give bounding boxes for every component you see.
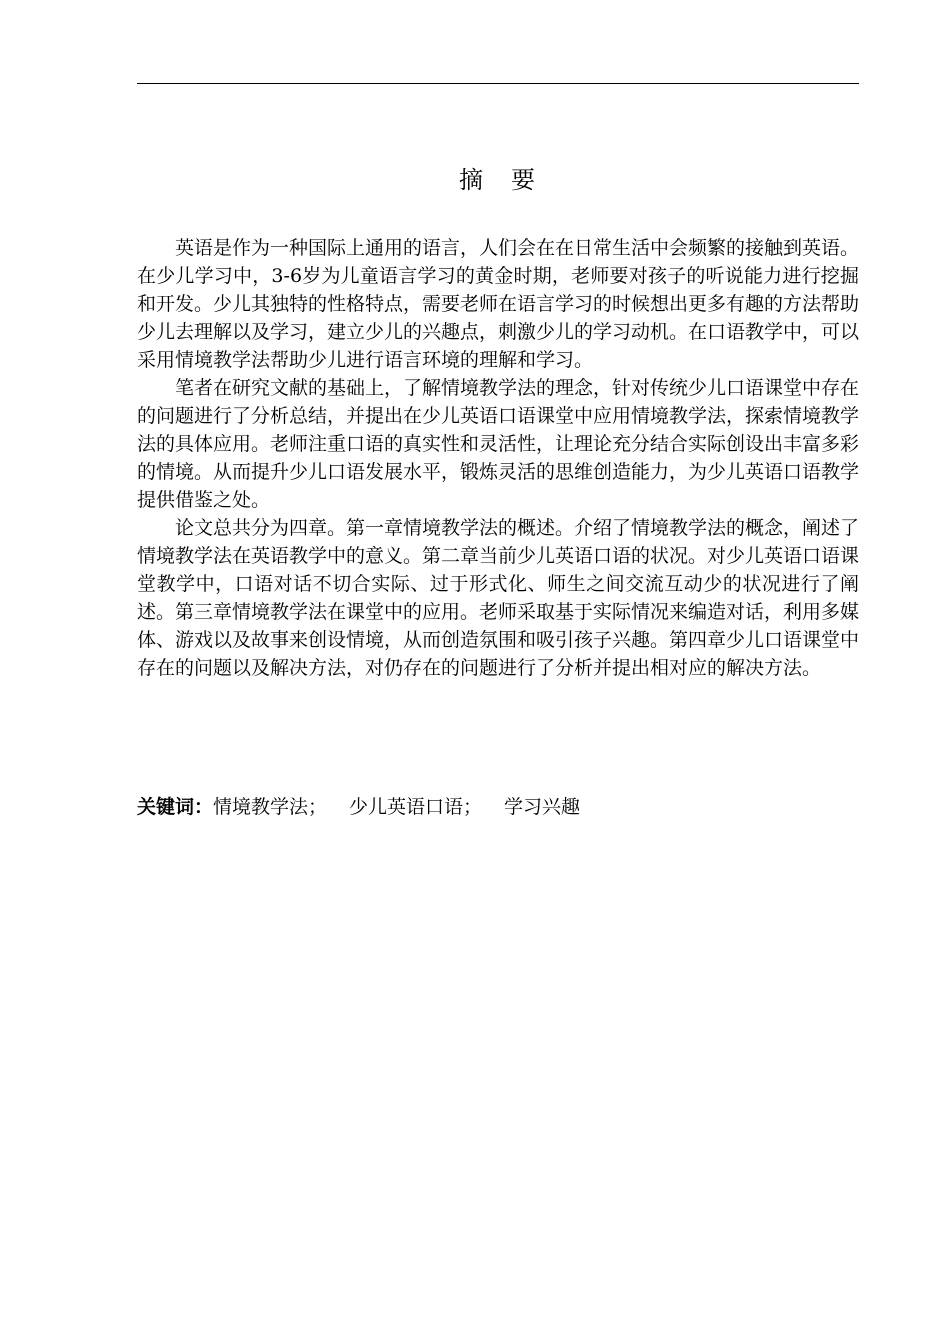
keyword-item: 少儿英语口语；: [349, 796, 483, 818]
keyword-item: 情境教学法；: [213, 796, 328, 818]
header-rule: [137, 83, 859, 84]
keywords-line: [137, 793, 859, 821]
abstract-body: [137, 234, 859, 682]
abstract-paragraph-1: 英语是作为一种国际上通用的语言，人们会在在日常生活中会频繁的接触到英语。在少儿学习中，3-6岁为儿童语言学习的黄金时期，老师要对孩子的听说能力进行挖掘和开发。少儿其独特的性格特点，需要老师在语言学习的时候想出更多有趣的方法帮助少儿去理解以及学习，建立少儿的兴趣点，刺激少儿的学习动机。在口语教学中，可以采用情境教学法帮助少儿进行语言环境的理解和学习。: [137, 237, 860, 371]
keywords-label: 关键词：: [137, 796, 214, 818]
keyword-item: 学习兴趣: [504, 796, 581, 818]
abstract-paragraph-3: 论文总共分为四章。第一章情境教学法的概述。介绍了情境教学法的概念，阐述了情境教学法在英语教学中的意义。第二章当前少儿英语口语的状况。对少儿英语口语课堂教学中，口语对话不切合实际、过于形式化、师生之间交流互动少的状况进行了阐述。第三章情境教学法在课堂中的应用。老师采取基于实际情况来编造对话，利用多媒体、游戏以及故事来创设情境，从而创造氛围和吸引孩子兴趣。第四章少儿口语课堂中存在的问题以及解决方法，对仍存在的问题进行了分析并提出相对应的解决方法。: [137, 517, 860, 679]
page-title: 摘 要: [459, 166, 537, 194]
abstract-paragraph-2: 笔者在研究文献的基础上，了解情境教学法的理念，针对传统少儿口语课堂中存在的问题进行了分析总结，并提出在少儿英语口语课堂中应用情境教学法，探索情境教学法的具体应用。老师注重口语的真实性和灵活性，让理论充分结合实际创设出丰富多彩的情境。从而提升少儿口语发展水平，锻炼灵活的思维创造能力，为少儿英语口语教学提供借鉴之处。: [137, 377, 860, 511]
